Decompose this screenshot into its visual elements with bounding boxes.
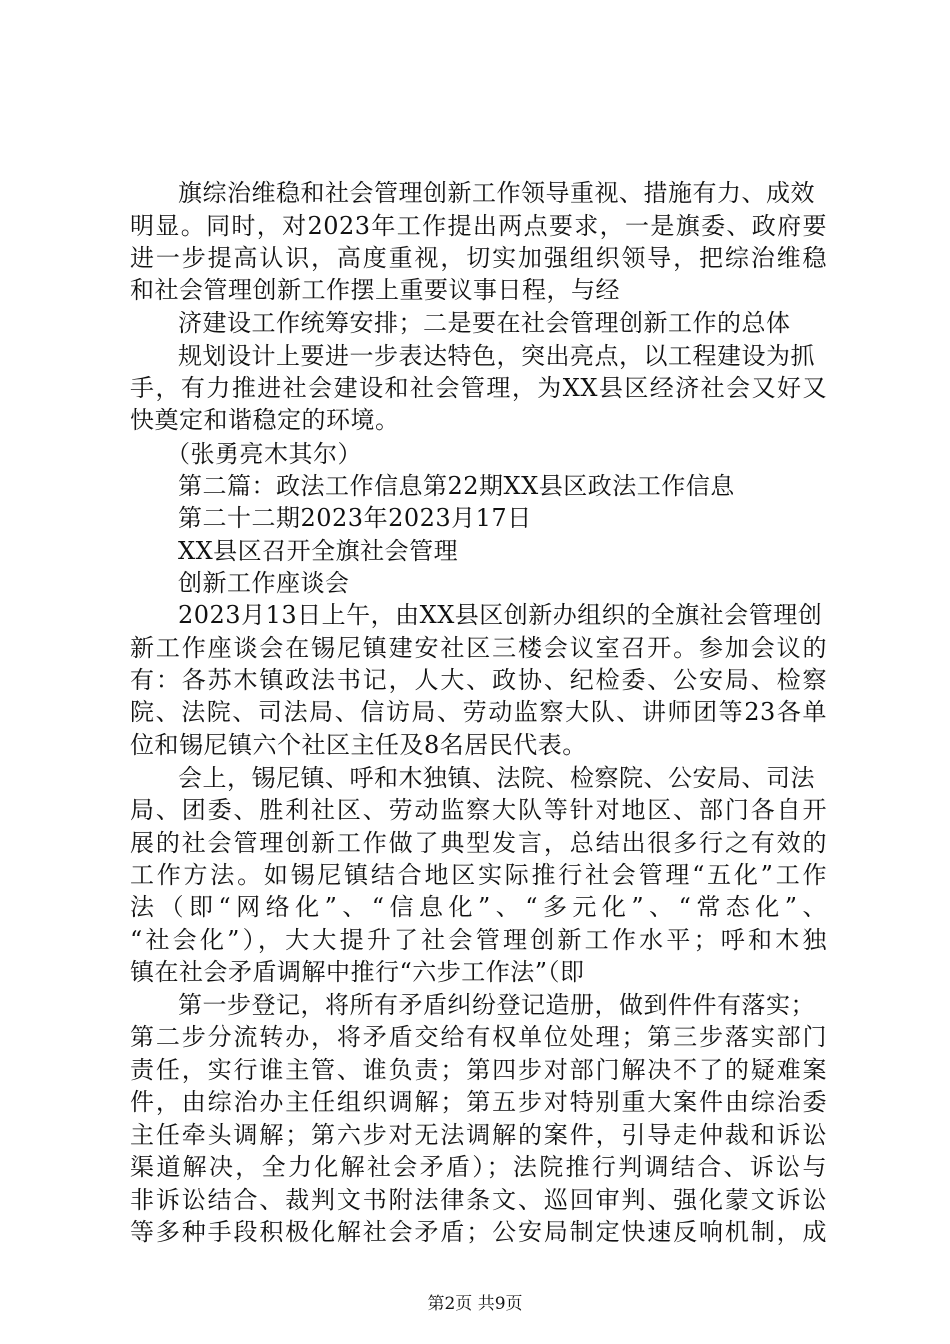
text-line: 渠道解决，全力化解社会矛盾）；法院推行判调结合、诉讼与 — [130, 1153, 827, 1181]
text-line: 2023月13日上午，由XX县区创新办组织的全旗社会管理创 — [178, 601, 823, 629]
text-line: 旗综治维稳和社会管理创新工作领导重视、措施有力、成效 — [178, 179, 815, 207]
text-line: 责任，实行谁主管、谁负责；第四步对部门解决不了的疑难案 — [130, 1056, 827, 1084]
text-line: 局、团委、胜利社区、劳动监察大队等针对地区、部门各自开 — [130, 796, 827, 824]
text-line: 展的社会管理创新工作做了典型发言，总结出很多行之有效的 — [130, 829, 827, 857]
text-line: 位和锡尼镇六个社区主任及8名居民代表。 — [130, 731, 587, 759]
text-line: 非诉讼结合、裁判文书附法律条文、巡回审判、强化蒙文诉讼 — [130, 1186, 827, 1214]
text-line: 工作方法。如锡尼镇结合地区实际推行社会管理“五化”工作 — [130, 861, 827, 889]
text-line: 会上，锡尼镇、呼和木独镇、法院、检察院、公安局、司法 — [178, 764, 815, 792]
text-line: 新工作座谈会在锡尼镇建安社区三楼会议室召开。参加会议的 — [130, 634, 827, 662]
article-title: XX县区召开全旗社会管理 — [178, 537, 459, 565]
text-line: 院、法院、司法局、信访局、劳动监察大队、讲师团等23各单 — [130, 698, 827, 726]
text-line: 镇在社会矛盾调解中推行“六步工作法”（即 — [130, 958, 585, 986]
text-line: 进一步提高认识，高度重视，切实加强组织领导，把综治维稳 — [130, 244, 827, 272]
article-title: 创新工作座谈会 — [178, 569, 350, 597]
text-line: 第一步登记，将所有矛盾纠纷登记造册，做到件件有落实； — [178, 991, 815, 1019]
text-line: 规划设计上要进一步表达特色，突出亮点，以工程建设为抓 — [178, 342, 815, 370]
text-line: 手，有力推进社会建设和社会管理，为XX县区经济社会又好又 — [130, 374, 827, 402]
text-line: “社会化”），大大提升了社会管理创新工作水平；呼和木独 — [130, 926, 827, 954]
author-line: （张勇亮木其尔） — [166, 440, 362, 468]
text-line: 明显。同时，对2023年工作提出两点要求，一是旗委、政府要 — [130, 212, 827, 240]
text-line: 第二步分流转办，将矛盾交给有权单位处理；第三步落实部门 — [130, 1023, 827, 1051]
text-line: 快奠定和谐稳定的环境。 — [130, 406, 400, 434]
page-number-footer: 第2页 共9页 — [427, 1294, 523, 1314]
text-line: 主任牵头调解；第六步对无法调解的案件，引导走仲裁和诉讼 — [130, 1121, 827, 1149]
text-line: 法（即“网络化”、“信息化”、“多元化”、“常态化”、 — [130, 893, 827, 921]
section-heading: 第二篇：政法工作信息第22期XX县区政法工作信息 — [178, 472, 735, 500]
text-line: 件，由综治办主任组织调解；第五步对特别重大案件由综治委 — [130, 1088, 827, 1116]
issue-date: 第二十二期2023年2023月17日 — [178, 504, 532, 532]
text-line: 等多种手段积极化解社会矛盾；公安局制定快速反响机制，成 — [130, 1218, 827, 1246]
text-line: 有：各苏木镇政法书记，人大、政协、纪检委、公安局、检察 — [130, 666, 827, 694]
text-line: 和社会管理创新工作摆上重要议事日程，与经 — [130, 276, 620, 304]
text-line: 济建设工作统筹安排；二是要在社会管理创新工作的总体 — [178, 309, 791, 337]
